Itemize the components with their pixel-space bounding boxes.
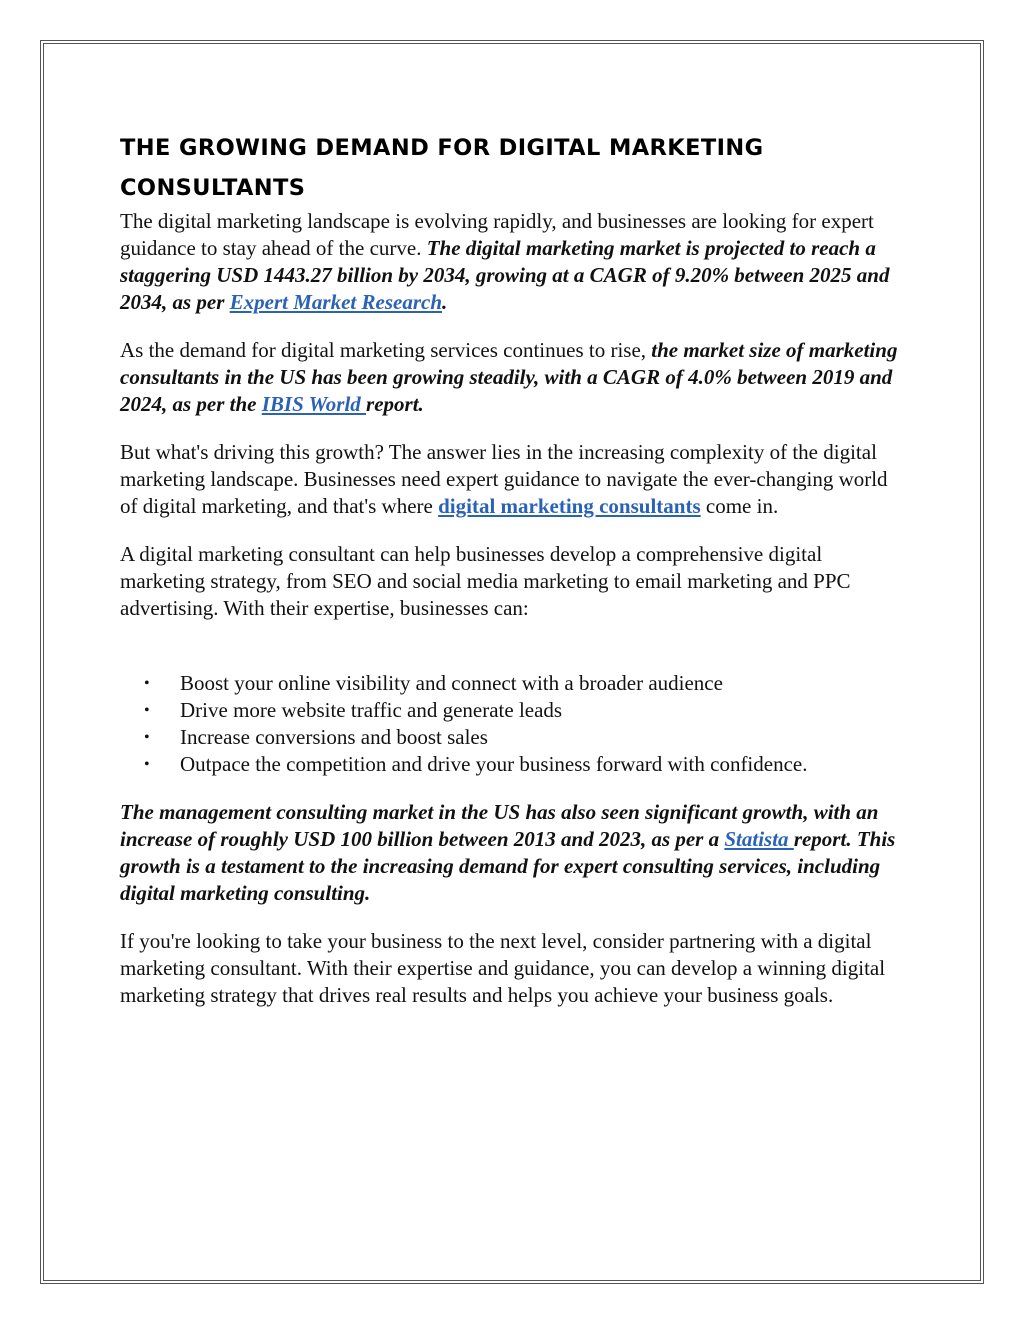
bullet-icon: •	[144, 756, 150, 773]
list-item	[120, 670, 910, 697]
paragraph-emphasis: The management consulting market in the US has also seen significant growth, with an increase of roughly USD 100 billion between 2013 and 2023, as per a	[120, 800, 879, 851]
paragraph-end: report.	[366, 392, 424, 416]
paragraph-call-to-action: If you're looking to take your business to the next level, consider partnering with a digital marketing consultant. With their expertise and guidance, you can develop a winning digital marketing strategy that drives real results and helps you achieve your business goals.	[120, 929, 886, 1007]
paragraph-growth-drivers	[120, 439, 910, 520]
list-item-text: Drive more website traffic and generate leads	[180, 698, 563, 722]
paragraph-market-growth	[120, 208, 910, 316]
paragraph-end: .	[442, 290, 448, 314]
ibis-world-link[interactable]: IBIS World	[261, 392, 367, 416]
paragraph-consultant-market-size	[120, 337, 910, 418]
digital-marketing-consultants-link[interactable]: digital marketing consultants	[438, 494, 701, 518]
expert-market-research-link[interactable]: Expert Market Research	[229, 290, 442, 314]
paragraph-text: The digital marketing landscape is evolving rapidly, and businesses are looking for expert guidance to stay ahead of the curve.	[120, 209, 874, 260]
paragraph-consultant-help: A digital marketing consultant can help businesses develop a comprehensive digital marketing strategy, from SEO and social media marketing to email marketing and PPC advertising. With their expertise, businesses can:	[120, 542, 851, 620]
paragraph-end: come in.	[700, 494, 779, 518]
paragraph-emphasis: the market size of marketing consultants in the US has been growing steadily, with a CAGR of 4.0% between 2019 and 2024, as per the	[120, 338, 898, 416]
paragraph-emphasis: The digital marketing market is projected to reach a staggering USD 1443.27 billion by 2034, growing at a CAGR of 9.20% between 2025 and 2034, as per	[120, 236, 890, 314]
statista-link[interactable]: Statista	[724, 827, 794, 851]
list-item-text: Increase conversions and boost sales	[180, 725, 488, 749]
list-item-text: Outpace the competition and drive your business forward with confidence.	[180, 752, 808, 776]
paragraph-end: report. This growth is a testament to the increasing demand for expert consulting services, including digital marketing consulting.	[120, 827, 896, 905]
document-body	[120, 128, 910, 1030]
list-item	[120, 751, 910, 778]
list-item	[120, 697, 910, 724]
document-title: THE GROWING DEMAND FOR DIGITAL MARKETING CONSULTANTS	[120, 135, 764, 201]
benefits-list	[120, 670, 910, 778]
bullet-icon: •	[144, 729, 150, 746]
paragraph-text: As the demand for digital marketing services continues to rise,	[120, 338, 652, 362]
list-item-text: Boost your online visibility and connect with a broader audience	[180, 671, 723, 695]
paragraph-management-consulting	[120, 799, 910, 907]
paragraph-text: But what's driving this growth? The answer lies in the increasing complexity of the digital marketing landscape. Businesses need expert guidance to navigate the ever-changing world of digital marketing, and that's where	[120, 440, 888, 518]
bullet-icon: •	[144, 702, 150, 719]
bullet-icon: •	[144, 675, 150, 692]
list-item	[120, 724, 910, 751]
